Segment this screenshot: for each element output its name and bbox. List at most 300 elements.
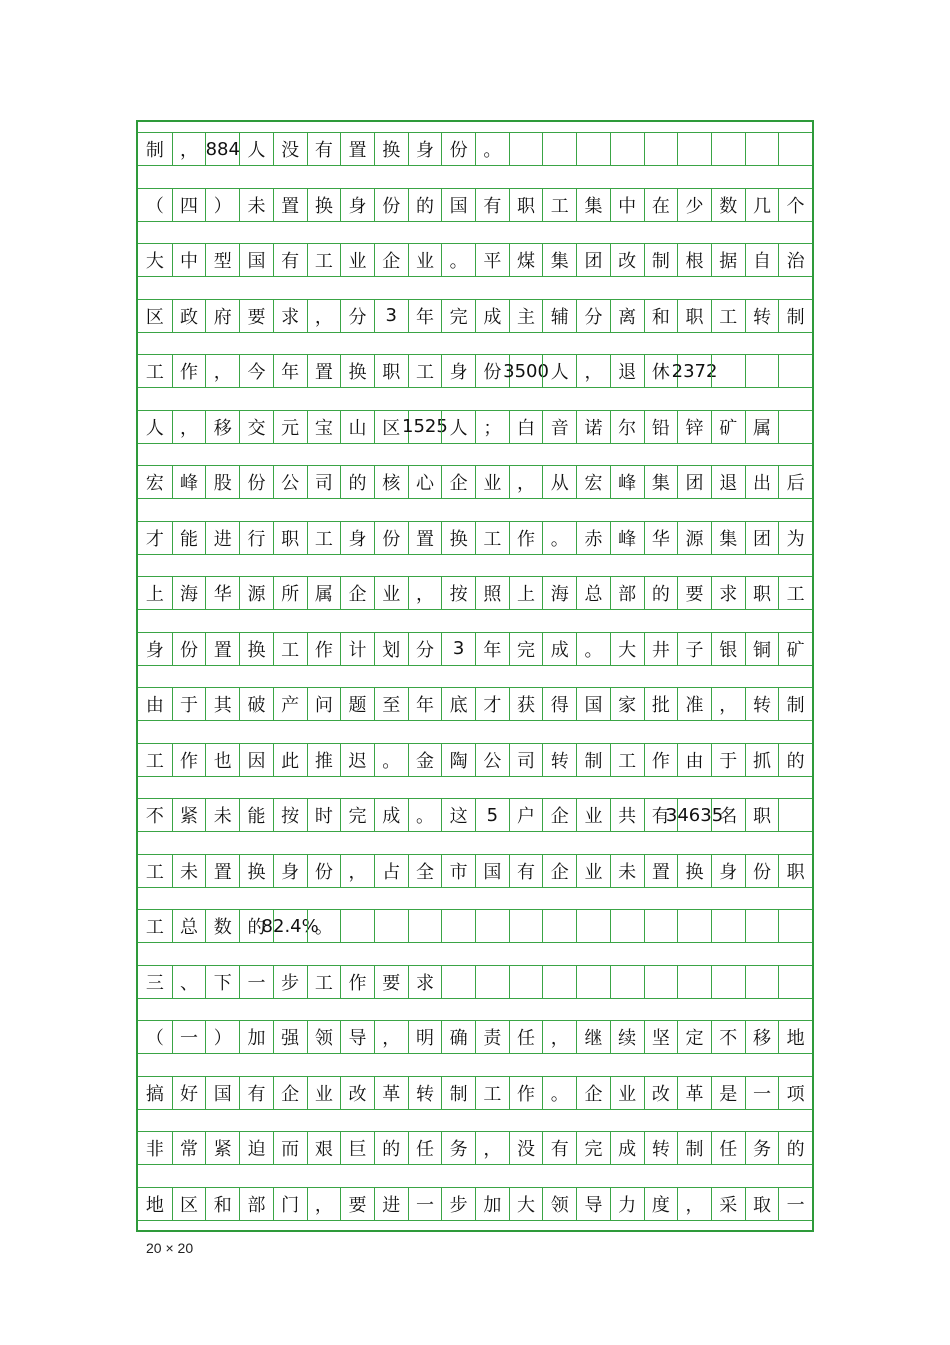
grid-cell: [307, 300, 341, 332]
manuscript-grid: [136, 120, 814, 1232]
grid-char: 集: [719, 528, 738, 550]
grid-cell: [273, 966, 307, 998]
grid-cell: [677, 300, 711, 332]
grid-char: 从: [550, 473, 569, 494]
grid-cell: [711, 244, 745, 276]
grid-cell: [677, 133, 711, 165]
grid-cell: [745, 688, 779, 720]
grid-cell: [509, 1188, 543, 1220]
grid-cell: [273, 577, 307, 609]
grid-cell: [576, 910, 610, 942]
grid-cell: [509, 633, 543, 665]
grid-char: 常: [180, 1139, 199, 1160]
grid-char: [510, 966, 543, 998]
grid-char: 大: [618, 639, 637, 661]
grid-cell: [542, 744, 576, 776]
grid-cell: [307, 1021, 341, 1053]
grid-char: 司: [314, 473, 333, 494]
grid-cell: [576, 466, 610, 498]
grid-cell: [374, 244, 408, 276]
grid-cell: [307, 633, 341, 665]
grid-cell: [340, 522, 374, 554]
grid-char: 年: [415, 306, 434, 328]
grid-cell: [542, 355, 576, 387]
grid-char: 计: [348, 639, 367, 661]
grid-char: 未: [618, 861, 637, 883]
grid-cell: [711, 966, 745, 998]
grid-cell: [745, 522, 779, 554]
grid-cell: [205, 688, 239, 720]
grid-cell: [576, 1132, 610, 1164]
grid-char: 业: [584, 806, 603, 827]
grid-char: 门: [281, 1194, 300, 1216]
grid-cell: [576, 855, 610, 887]
grid-char: 业: [483, 473, 502, 494]
grid-char: [409, 910, 442, 942]
grid-char: 工: [483, 1083, 502, 1105]
grid-cell: [644, 189, 678, 221]
grid-row: [138, 1020, 812, 1054]
grid-cell: [542, 522, 576, 554]
grid-char: 中: [180, 251, 199, 272]
grid-char: 银: [719, 639, 738, 661]
grid-cell: [576, 300, 610, 332]
grid-cell: [509, 744, 543, 776]
grid-char: 能: [180, 528, 199, 550]
grid-char: 份: [449, 140, 468, 161]
grid-cell: [644, 855, 678, 887]
grid-char: 年: [415, 695, 434, 716]
grid-char: 问: [314, 695, 333, 716]
grid-char: 务: [752, 1139, 771, 1160]
grid-char: 。: [550, 528, 569, 550]
grid-char: 置: [415, 528, 434, 550]
grid-char: 移: [752, 1028, 771, 1049]
grid-char: 转: [752, 306, 771, 328]
grid-cell: [677, 1188, 711, 1220]
grid-cell: [273, 1021, 307, 1053]
grid-cell: [205, 966, 239, 998]
grid-char: 海: [550, 584, 569, 605]
grid-char: ，: [213, 362, 232, 383]
grid-cell: [340, 466, 374, 498]
grid-cell: [273, 466, 307, 498]
grid-char: 责: [483, 1028, 502, 1049]
grid-char: 煤: [517, 251, 536, 272]
grid-char: 身: [449, 362, 468, 383]
grid-row: [138, 521, 812, 555]
grid-cell: [475, 189, 509, 221]
grid-char: 人: [550, 362, 569, 383]
grid-cell: [441, 1188, 475, 1220]
grid-row: [138, 1187, 812, 1221]
grid-cell: [172, 855, 206, 887]
grid-cell: [509, 133, 543, 165]
grid-cell: [172, 522, 206, 554]
grid-cell: [273, 244, 307, 276]
grid-cell: [408, 355, 442, 387]
grid-cell: [644, 744, 678, 776]
grid-char: 的: [348, 473, 367, 494]
grid-char: 作: [180, 362, 199, 383]
grid-row: [138, 132, 812, 166]
grid-char: 导: [584, 1194, 603, 1216]
grid-cell: [307, 411, 341, 443]
grid-cell: [340, 966, 374, 998]
grid-char: 国: [247, 251, 266, 272]
grid-cell: [644, 577, 678, 609]
grid-char: 分: [584, 306, 603, 328]
grid-cell: [677, 522, 711, 554]
grid-cell: [644, 1021, 678, 1053]
grid-char: 政: [180, 306, 199, 328]
grid-char: 转: [752, 695, 771, 716]
grid-cell: [441, 1132, 475, 1164]
grid-cell: [475, 910, 509, 942]
grid-cell: [644, 688, 678, 720]
grid-cell: [610, 744, 644, 776]
grid-cell: [778, 189, 812, 221]
grid-char: 有: [517, 861, 536, 883]
grid-cell: [745, 133, 779, 165]
grid-char: 要: [685, 584, 704, 605]
grid-char: 职: [382, 362, 401, 383]
grid-char: 才: [483, 695, 502, 716]
grid-char: 行: [247, 528, 266, 550]
grid-char: 属: [314, 584, 333, 605]
grid-cell: [711, 411, 745, 443]
grid-char: 有: [314, 140, 333, 161]
grid-cell: [340, 300, 374, 332]
grid-char: 休: [651, 362, 670, 383]
grid-char: 换: [314, 195, 333, 217]
grid-char: 地: [786, 1028, 805, 1049]
grid-char: 由: [145, 695, 164, 716]
grid-cell: [745, 300, 779, 332]
grid-char: 任: [415, 1139, 434, 1160]
grid-char: 业: [382, 584, 401, 605]
grid-cell: [475, 411, 509, 443]
grid-char: 有: [651, 806, 670, 827]
grid-char: ，: [415, 584, 434, 605]
grid-char: 领: [314, 1028, 333, 1049]
grid-char: [611, 133, 644, 165]
grid-cell: [172, 577, 206, 609]
grid-char: 一: [247, 972, 266, 994]
grid-char: 源: [247, 584, 266, 605]
grid-char: 家: [618, 695, 637, 716]
grid-char: 换: [382, 140, 401, 161]
grid-char: 四: [180, 195, 199, 217]
grid-cell: [172, 966, 206, 998]
grid-cell: [374, 799, 408, 831]
grid-char: 身: [145, 639, 164, 661]
grid-cell: [610, 466, 644, 498]
grid-cell: [644, 522, 678, 554]
grid-char: 和: [651, 306, 670, 328]
grid-cell: [644, 244, 678, 276]
grid-char: 出: [752, 473, 771, 494]
grid-char: 华: [651, 528, 670, 550]
grid-cell: [205, 744, 239, 776]
grid-cell: [610, 1021, 644, 1053]
grid-cell: [374, 133, 408, 165]
grid-char: 企: [348, 584, 367, 605]
grid-char: 今: [247, 362, 266, 383]
grid-char: 市: [449, 861, 468, 883]
grid-cell: [745, 1188, 779, 1220]
grid-cell: [475, 577, 509, 609]
grid-cell: [610, 1188, 644, 1220]
grid-char: 职: [752, 584, 771, 605]
grid-cell: [138, 577, 172, 609]
grid-char: 务: [449, 1139, 468, 1160]
grid-char: 迟: [348, 750, 367, 772]
grid-cell: [307, 189, 341, 221]
grid-char: ）: [213, 1028, 232, 1049]
grid-char: 共: [618, 806, 637, 827]
grid-char: 部: [618, 584, 637, 605]
grid-cell: [239, 300, 273, 332]
grid-cell: [542, 133, 576, 165]
grid-char: [341, 910, 374, 942]
grid-char: 职: [517, 195, 536, 217]
grid-char: [611, 910, 644, 942]
grid-char: 这: [449, 806, 468, 827]
grid-char: 此: [281, 750, 300, 772]
grid-char: [712, 966, 745, 998]
grid-cell: [475, 522, 509, 554]
grid-cell: [408, 799, 442, 831]
grid-cell: [273, 355, 307, 387]
grid-row: [138, 188, 812, 222]
grid-cell: [509, 189, 543, 221]
grid-char: 成: [382, 806, 401, 827]
grid-cell: [239, 411, 273, 443]
grid-cell: [610, 910, 644, 942]
grid-cell: [644, 1132, 678, 1164]
grid-char: 份: [180, 639, 199, 661]
grid-char: 身: [719, 861, 738, 883]
grid-cell: [610, 411, 644, 443]
grid-cell: [711, 744, 745, 776]
grid-char: 份: [483, 362, 502, 383]
grid-cell: [475, 244, 509, 276]
grid-row: [138, 1131, 812, 1165]
grid-char: 有: [483, 195, 502, 217]
grid-char: 3: [385, 305, 397, 326]
grid-char: 职: [281, 528, 300, 550]
grid-char: 改: [618, 251, 637, 272]
grid-char: [678, 133, 711, 165]
grid-cell: [677, 466, 711, 498]
grid-char: 转: [651, 1139, 670, 1160]
grid-cell: [542, 910, 576, 942]
grid-char: 于: [719, 750, 738, 772]
grid-char: 属: [752, 417, 771, 439]
grid-cell: [239, 799, 273, 831]
grid-cell: [307, 1188, 341, 1220]
grid-char: 公: [483, 750, 502, 772]
grid-cell: [172, 910, 206, 942]
grid-char: 其: [213, 695, 232, 716]
grid-char: 紧: [213, 1139, 232, 1160]
grid-row: [138, 354, 812, 388]
grid-char: 宝: [314, 417, 333, 439]
grid-char: 时: [314, 806, 333, 827]
grid-char: 制: [786, 306, 805, 328]
grid-cell: [340, 189, 374, 221]
grid-char: 个: [786, 195, 805, 217]
grid-cell: [138, 522, 172, 554]
grid-cell: [408, 1021, 442, 1053]
grid-char: 工: [145, 362, 164, 383]
grid-char: 成: [550, 639, 569, 661]
grid-cell: [172, 799, 206, 831]
grid-cell: [172, 1132, 206, 1164]
grid-cell: [475, 744, 509, 776]
grid-char: ，: [314, 1194, 333, 1216]
grid-char: 迫: [247, 1139, 266, 1160]
grid-cell: [509, 799, 543, 831]
grid-cell: [408, 189, 442, 221]
grid-cell: [205, 910, 239, 942]
grid-cell: [778, 522, 812, 554]
grid-cell: [542, 688, 576, 720]
grid-char: 制: [449, 1083, 468, 1105]
grid-cell: [509, 522, 543, 554]
grid-char: 于: [180, 695, 199, 716]
grid-char: 、: [180, 972, 199, 994]
grid-char: 。: [550, 1083, 569, 1105]
grid-cell: [677, 855, 711, 887]
grid-cell: [441, 1077, 475, 1109]
grid-char: 步: [281, 972, 300, 994]
grid-char: 工: [314, 528, 333, 550]
grid-cell: [374, 1132, 408, 1164]
grid-char: 换: [449, 528, 468, 550]
grid-cell: [576, 799, 610, 831]
grid-cell: [408, 522, 442, 554]
grid-char: 改: [651, 1083, 670, 1105]
grid-cell: [239, 1132, 273, 1164]
grid-cell: [509, 1077, 543, 1109]
grid-char: 年: [281, 362, 300, 383]
grid-cell: [374, 966, 408, 998]
grid-char: 是: [719, 1083, 738, 1105]
grid-cell: [745, 1021, 779, 1053]
grid-cell: [374, 1077, 408, 1109]
grid-char: 业: [348, 251, 367, 272]
grid-char: 几: [752, 195, 771, 217]
grid-char: [543, 910, 576, 942]
grid-cell: [307, 966, 341, 998]
grid-cell: [138, 189, 172, 221]
grid-char: 破: [247, 695, 266, 716]
grid-cell: [408, 244, 442, 276]
grid-cell: [138, 910, 172, 942]
grid-cell: [340, 910, 374, 942]
grid-cell: [542, 1021, 576, 1053]
grid-char: ，: [685, 1194, 704, 1216]
grid-char: 一: [752, 1083, 771, 1105]
grid-cell: [542, 799, 576, 831]
grid-char: 数: [719, 195, 738, 217]
grid-char: 34635: [665, 804, 724, 826]
grid-cell: [205, 577, 239, 609]
grid-cell: [711, 688, 745, 720]
grid-char: 职: [786, 861, 805, 883]
grid-char: 工: [618, 750, 637, 772]
grid-char: 大: [517, 1194, 536, 1216]
grid-cell: [205, 855, 239, 887]
grid-cell: [610, 1132, 644, 1164]
grid-char: 矿: [719, 417, 738, 439]
grid-cell: [711, 633, 745, 665]
grid-char: 搞: [145, 1083, 164, 1105]
grid-char: 才: [145, 528, 164, 550]
grid-cell: [138, 633, 172, 665]
grid-char: 份: [247, 473, 266, 494]
grid-char: 。: [415, 806, 434, 827]
grid-char: 底: [449, 695, 468, 716]
grid-cell: [711, 189, 745, 221]
grid-cell: [475, 633, 509, 665]
grid-char: 占: [382, 861, 401, 883]
grid-cell: [475, 133, 509, 165]
grid-cell: [509, 910, 543, 942]
grid-char: 要: [247, 306, 266, 328]
grid-char: 一: [415, 1194, 434, 1216]
grid-char: [645, 133, 678, 165]
grid-char: 作: [517, 528, 536, 550]
grid-char: 企: [550, 861, 569, 883]
grid-cell: [475, 1188, 509, 1220]
grid-cell: [340, 688, 374, 720]
grid-char: [543, 133, 576, 165]
grid-cell: [509, 1132, 543, 1164]
grid-char: 工: [314, 972, 333, 994]
grid-char: 。: [314, 917, 333, 938]
grid-cell: [340, 1021, 374, 1053]
grid-char: [678, 966, 711, 998]
grid-cell: [610, 966, 644, 998]
grid-char: 未: [247, 195, 266, 217]
grid-char: [442, 910, 475, 942]
grid-cell: [172, 133, 206, 165]
grid-char: [510, 133, 543, 165]
grid-char: 得: [550, 695, 569, 716]
grid-cell: [374, 744, 408, 776]
grid-cell: [239, 577, 273, 609]
grid-cell: [778, 466, 812, 498]
grid-char: ，: [550, 1028, 569, 1049]
grid-cell: [172, 688, 206, 720]
grid-cell: [205, 1132, 239, 1164]
grid-cell: [402, 411, 448, 443]
grid-cell: [138, 855, 172, 887]
grid-spec-label: 20 × 20: [146, 1240, 194, 1256]
grid-char: 业: [584, 861, 603, 883]
grid-cell: [677, 1021, 711, 1053]
grid-char: 团: [685, 473, 704, 494]
grid-char: 工: [483, 528, 502, 550]
grid-cell: [745, 1077, 779, 1109]
grid-cell: [441, 300, 475, 332]
grid-char: 定: [685, 1028, 704, 1049]
grid-char: 集: [584, 195, 603, 217]
grid-char: 3500: [503, 360, 549, 382]
